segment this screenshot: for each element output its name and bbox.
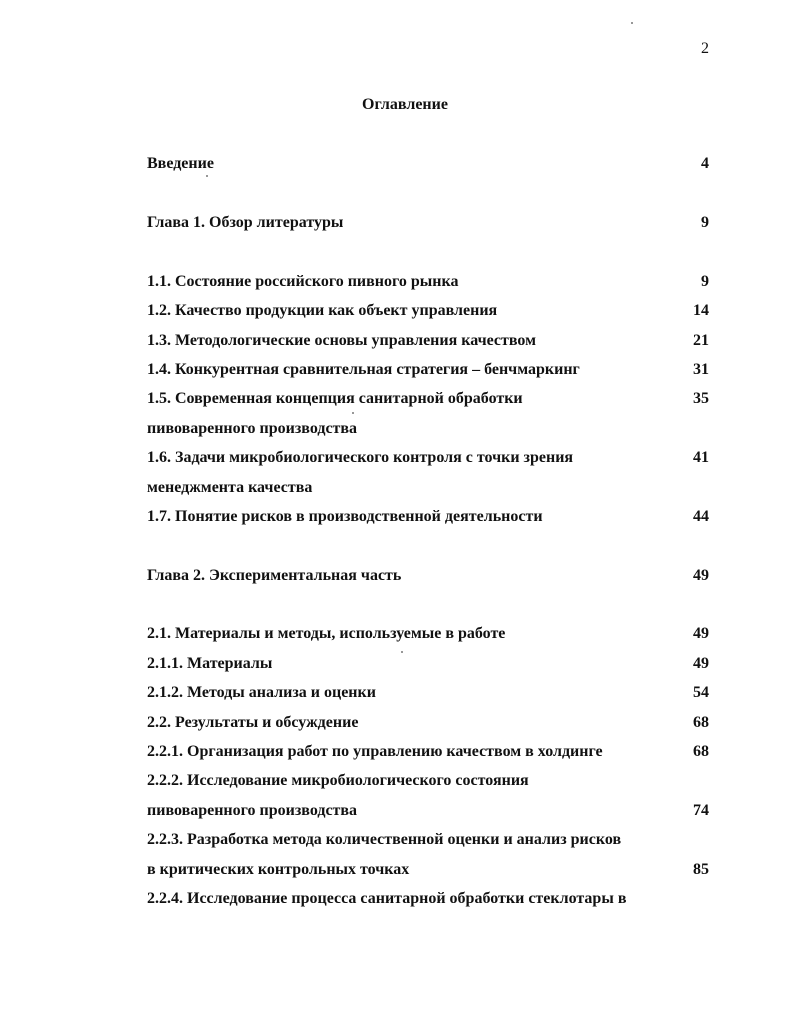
toc-entry-text: 1.6. Задачи микробиологического контроля с точки зрения	[147, 449, 574, 466]
toc-entry-text: в критических контрольных точках	[147, 861, 410, 878]
toc-entry-page: 41	[693, 449, 709, 466]
toc-entry-text: пивоваренного производства	[147, 420, 358, 437]
toc-entry-page: 9	[701, 214, 709, 231]
toc-entry-page: 74	[693, 802, 709, 819]
toc-entry-text: 2.2.1. Организация работ по управлению качеством в холдинге	[147, 743, 603, 760]
toc-entry-page: 35	[693, 390, 709, 407]
toc-entry-text: 2.1.2. Методы анализа и оценки	[147, 684, 376, 701]
toc-entry-page: 14	[693, 302, 709, 319]
toc-entry-text: 1.7. Понятие рисков в производственной деятельности	[147, 508, 543, 525]
toc-entry-page: 31	[693, 361, 709, 378]
toc-entry-page: 85	[693, 861, 709, 878]
toc-entry-text: 1.4. Конкурентная сравнительная стратегия – бенчмаркинг	[147, 361, 580, 378]
toc-entry-text: 1.3. Методологические основы управления качеством	[147, 332, 536, 349]
toc-entry-page: 44	[693, 508, 709, 525]
toc-entry-page: 9	[701, 273, 709, 290]
scan-speck	[352, 412, 354, 414]
toc-entry-text: 2.2.3. Разработка метода количественной оценки и анализ рисков	[147, 831, 622, 848]
toc-entry-page: 4	[701, 155, 709, 172]
toc-entry-text: 2.1. Материалы и методы, используемые в работе	[147, 625, 506, 642]
toc-entry-page: 54	[693, 684, 709, 701]
toc-entry-text: Введение	[147, 155, 214, 172]
page-number: 2	[701, 40, 709, 57]
scan-speck	[631, 22, 633, 24]
toc-entry-page: 49	[693, 625, 709, 642]
toc-entry-text: 2.2.2. Исследование микробиологического состояния	[147, 772, 529, 789]
toc-entry-text: 2.2. Результаты и обсуждение	[147, 714, 359, 731]
toc-entry-text: 1.1. Состояние российского пивного рынка	[147, 273, 459, 290]
toc-entry-text: 2.2.4. Исследование процесса санитарной обработки стеклотары в	[147, 890, 627, 907]
toc-entry-page: 49	[693, 655, 709, 672]
toc-entry-page: 49	[693, 567, 709, 584]
toc-entry-page: 68	[693, 714, 709, 731]
toc-entry-text: пивоваренного производства	[147, 802, 358, 819]
toc-entry-page: 68	[693, 743, 709, 760]
scan-speck	[401, 651, 403, 653]
toc-entry-text: 2.1.1. Материалы	[147, 655, 273, 672]
toc-entry-page: 21	[693, 332, 709, 349]
toc-entry-text: 1.5. Современная концепция санитарной обработки	[147, 390, 523, 407]
toc-entry-text: 1.2. Качество продукции как объект управления	[147, 302, 498, 319]
toc-entry-text: Глава 2. Экспериментальная часть	[147, 567, 402, 584]
toc-entry-text: менеджмента качества	[147, 479, 313, 496]
toc-title: Оглавление	[362, 96, 448, 113]
scan-speck	[206, 175, 208, 177]
toc-entry-text: Глава 1. Обзор литературы	[147, 214, 344, 231]
